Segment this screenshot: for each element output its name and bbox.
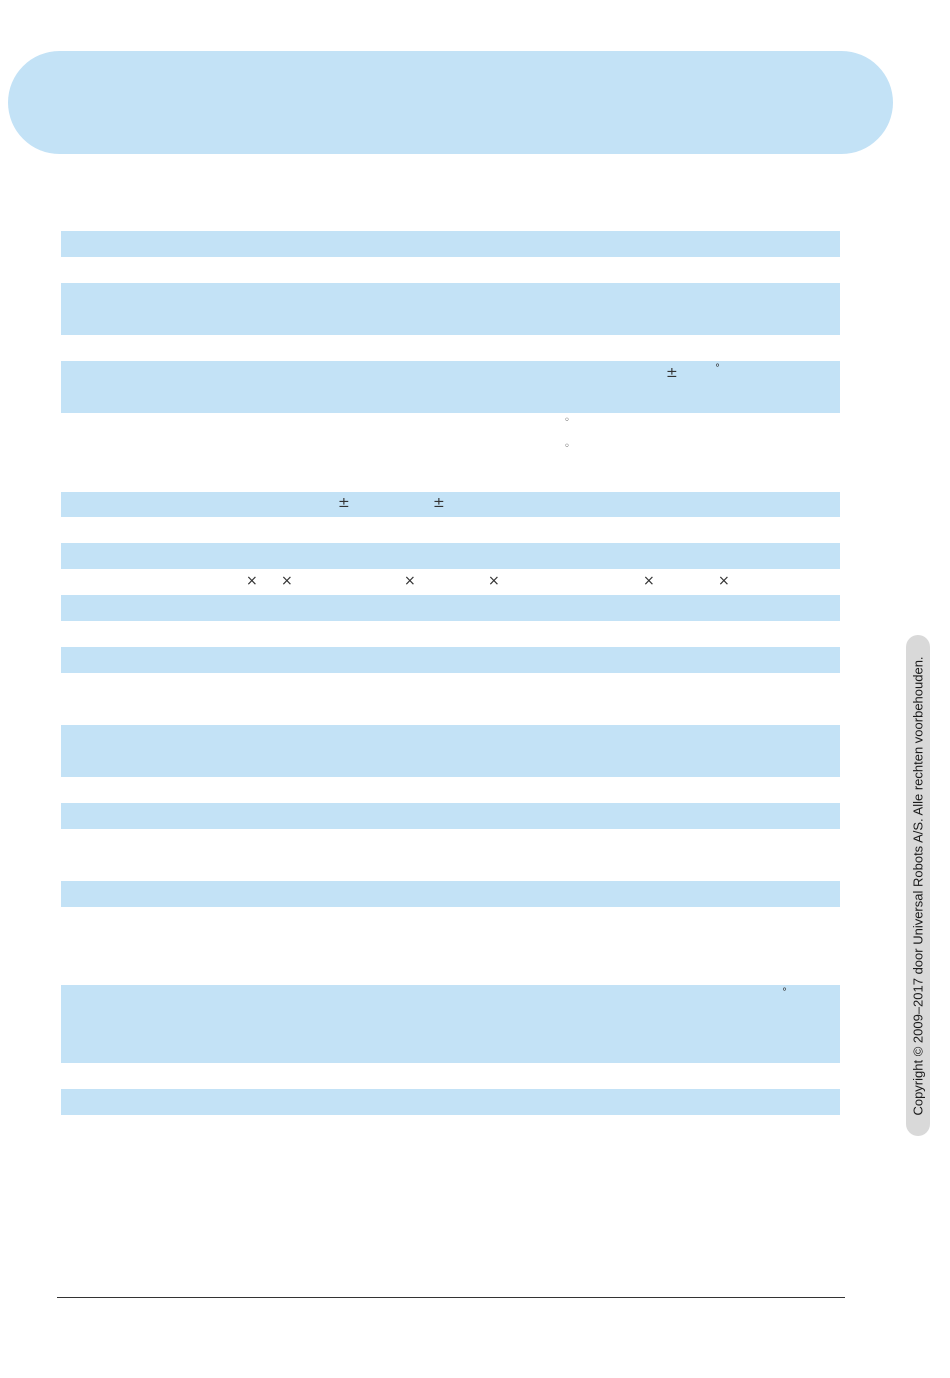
table-row — [61, 1063, 840, 1089]
table-row — [61, 725, 840, 777]
table-row — [61, 569, 840, 595]
times-symbol: × — [718, 573, 730, 589]
table-row — [61, 361, 840, 413]
table-row — [61, 777, 840, 803]
copyright-tab — [906, 635, 930, 1136]
degree-symbol: ◦ — [564, 415, 570, 426]
table-row — [61, 673, 840, 725]
spec-table — [61, 231, 840, 1115]
times-symbol: × — [246, 573, 258, 589]
times-symbol: × — [281, 573, 293, 589]
table-row — [61, 985, 840, 1063]
times-symbol: × — [643, 573, 655, 589]
table-row — [61, 829, 840, 881]
table-row — [61, 543, 840, 569]
table-row — [61, 257, 840, 283]
table-row — [61, 413, 840, 492]
degree-symbol: ◦ — [564, 441, 570, 452]
table-row — [61, 907, 840, 985]
table-row — [61, 803, 840, 829]
table-row — [61, 647, 840, 673]
plus-minus-symbol: ± — [666, 365, 678, 381]
table-row — [61, 517, 840, 543]
table-row — [61, 335, 840, 361]
table-row — [61, 231, 840, 257]
table-row — [61, 881, 840, 907]
table-row — [61, 283, 840, 335]
table-row — [61, 1089, 840, 1115]
table-row — [61, 492, 840, 517]
header-banner — [8, 51, 893, 154]
table-row — [61, 595, 840, 621]
times-symbol: × — [488, 573, 500, 589]
times-symbol: × — [404, 573, 416, 589]
footer-rule — [57, 1297, 845, 1298]
plus-minus-symbol: ± — [338, 495, 350, 511]
degree-symbol: ° — [715, 363, 720, 374]
table-row — [61, 621, 840, 647]
copyright-notice: Copyright © 2009–2017 door Universal Robots A/S. Alle rechten voorbehouden. — [910, 655, 926, 1116]
degree-symbol: ° — [782, 987, 787, 998]
plus-minus-symbol: ± — [433, 495, 445, 511]
